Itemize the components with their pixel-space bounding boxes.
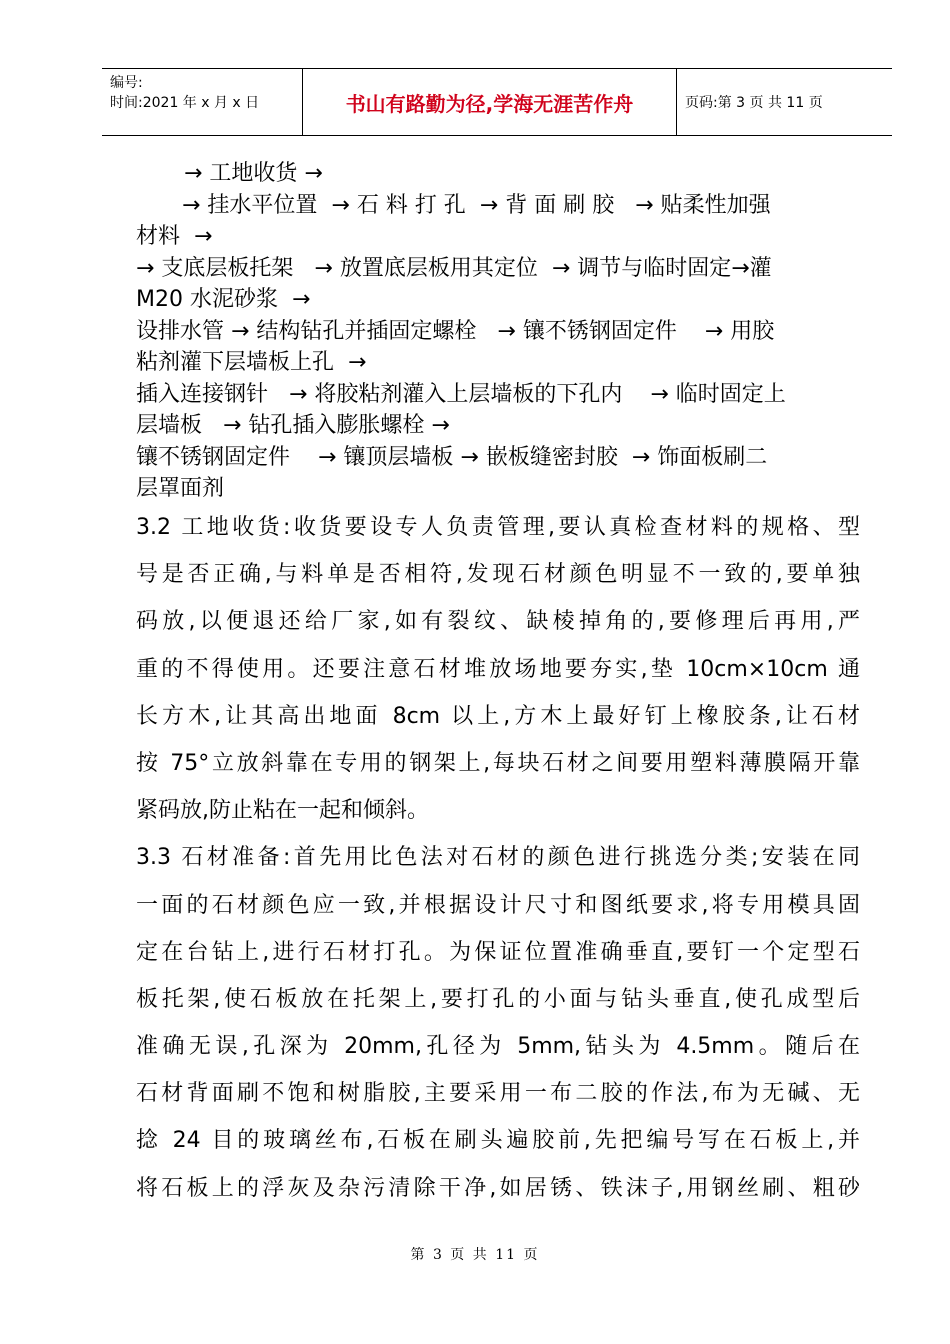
body-line: 捻 24 目的玻璃丝布,石板在刷头遍胶前,先把编号写在石板上,并 bbox=[136, 1128, 860, 1154]
header-page-info: 页码:第 3 页 共 11 页 bbox=[685, 95, 823, 111]
body-line: 号是否正确,与料单是否相符,发现石材颜色明显不一致的,要单独 bbox=[136, 562, 860, 588]
document-number-label: 编号: bbox=[110, 75, 143, 91]
flow-line: 层墙板 → 钻孔插入膨胀螺栓 → bbox=[136, 413, 450, 438]
body-paragraphs bbox=[136, 504, 860, 1212]
flow-line: → 工地收货 → bbox=[170, 161, 323, 186]
flow-line: 层罩面剂 bbox=[136, 476, 225, 501]
header-meta bbox=[102, 69, 302, 135]
body-line: 3.3 石材准备:首先用比色法对石材的颜色进行挑选分类;安装在同 bbox=[136, 845, 860, 871]
body-line: 定在台钻上,进行石材打孔。为保证位置准确垂直,要钉一个定型石 bbox=[136, 939, 860, 965]
flow-line: 镶不锈钢固定件 → 镶顶层墙板 → 嵌板缝密封胶 → 饰面板刷二 bbox=[136, 444, 768, 470]
flow-line: 材料 → bbox=[136, 224, 213, 249]
flow-line: M20 水泥砂浆 → bbox=[136, 287, 311, 312]
body-line: 准确无误,孔深为 20mm,孔径为 5mm,钻头为 4.5mm。随后在 bbox=[136, 1034, 860, 1060]
body-line: 紧码放,防止粘在一起和倾斜。 bbox=[136, 798, 429, 824]
process-flow bbox=[136, 158, 860, 505]
flow-line: 设排水管 → 结构钻孔并插固定螺栓 → 镶不锈钢固定件 → 用胶 bbox=[136, 318, 775, 344]
flow-line: 插入连接钢针 → 将胶粘剂灌入上层墙板的下孔内 → 临时固定上 bbox=[136, 381, 786, 407]
body-line: 石材背面刷不饱和树脂胶,主要采用一布二胶的作法,布为无碱、无 bbox=[136, 1081, 860, 1107]
body-line: 重的不得使用。还要注意石材堆放场地要夯实,垫 10cm×10cm 通 bbox=[136, 656, 860, 682]
page-footer: 第 3 页 共 11 页 bbox=[410, 1247, 540, 1263]
page-header bbox=[102, 68, 892, 136]
body-line: 码放,以便退还给厂家,如有裂纹、缺棱掉角的,要修理后再用,严 bbox=[136, 609, 860, 635]
body-line: 将石板上的浮灰及杂污清除干净,如居锈、铁沫子,用钢丝刷、粗砂 bbox=[136, 1175, 860, 1201]
body-line: 3.2 工地收货:收货要设专人负责管理,要认真检查材料的规格、型 bbox=[136, 515, 860, 540]
document-time-label: 时间:2021 年 x 月 x 日 bbox=[110, 95, 260, 111]
body-line: 按 75°立放斜靠在专用的钢架上,每块石材之间要用塑料薄膜隔开靠 bbox=[136, 750, 860, 776]
flow-line: → 挂水平位置 → 石 料 打 孔 → 背 面 刷 胶 → 贴柔性加强 bbox=[168, 192, 771, 218]
body-line: 长方木,让其高出地面 8cm 以上,方木上最好钉上橡胶条,让石材 bbox=[136, 703, 860, 729]
body-line: 一面的石材颜色应一致,并根据设计尺寸和图纸要求,将专用模具固 bbox=[136, 892, 860, 918]
flow-line: → 支底层板托架 → 放置底层板用其定位 → 调节与临时固定→灌 bbox=[136, 255, 772, 281]
header-motto: 书山有路勤为径,学海无涯苦作舟 bbox=[302, 69, 677, 135]
body-line: 板托架,使石板放在托架上,要打孔的小面与钻头垂直,使孔成型后 bbox=[136, 986, 860, 1012]
flow-line: 粘剂灌下层墙板上孔 → bbox=[136, 350, 367, 375]
